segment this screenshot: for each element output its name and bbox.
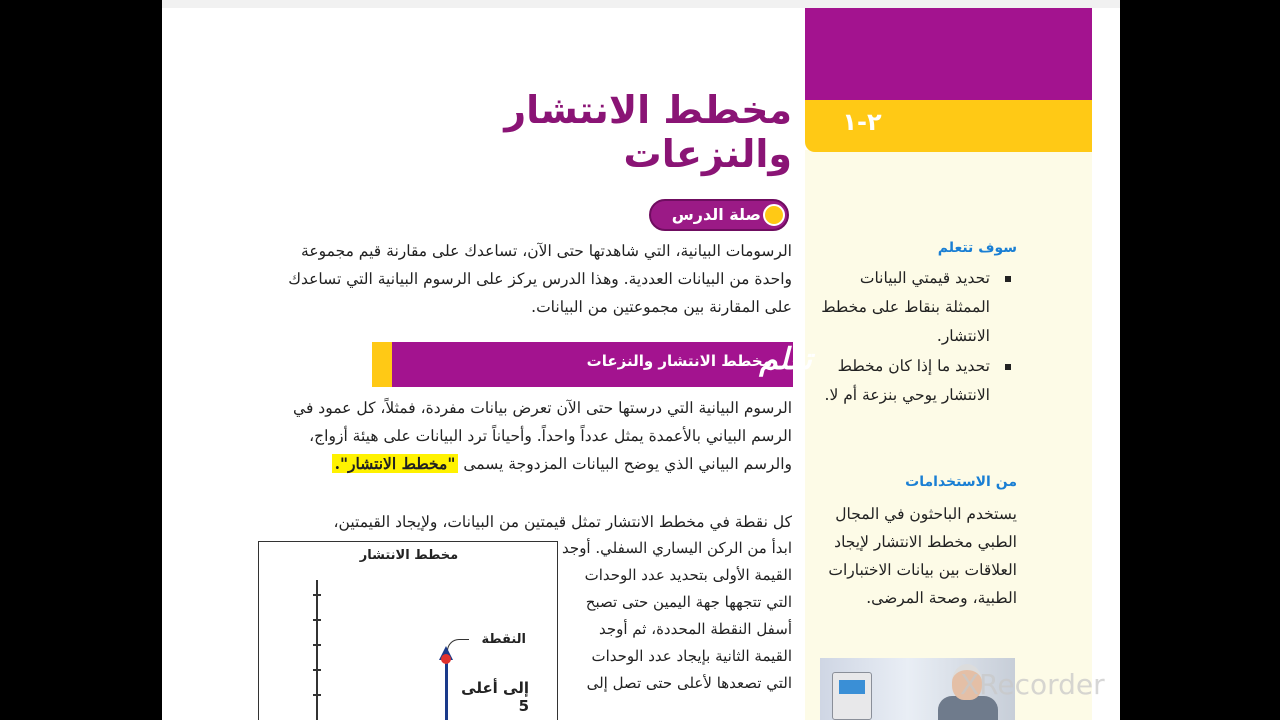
- axis-tick: [313, 644, 321, 646]
- axis-tick: [313, 669, 321, 671]
- goal-item: تحديد قيمتي البيانات الممثلة بنقاط على مخطط الانتشار.: [821, 269, 990, 345]
- learn-paragraph-1-text: الرسوم البيانية التي درستها حتى الآن تعرض بيانات مفردة، فمثلاً، كل عمود في الرسم البياني بالأعمدة يمثل عدداً واحداً. وأحياناً ترد البيانات على هيئة أزواج، والرسم البياني الذي يوضح البيانات المزدوجة يسمى: [293, 399, 792, 473]
- sidebar-panel: [805, 150, 1092, 720]
- axis-tick: [313, 594, 321, 596]
- goals-heading: سوف تتعلم: [937, 240, 1017, 256]
- page-title: مخطط الانتشار والنزعات: [504, 88, 792, 176]
- up-arrow-shaft: [445, 660, 448, 720]
- highlighted-term: "مخطط الانتشار".: [332, 454, 459, 473]
- learn-paragraph-2-rest: ابدأ من الركن اليساري السفلي. أوجد القيمة الأولى بتحديد عدد الوحدات التي تتجهها جهة اليمين حتى تصبح أسفل النقطة المحددة، ثم أوجد القيمة الثانية بإيجاد عدد الوحدات التي تصعدها لأعلى حتى تصل إلى: [562, 539, 792, 692]
- learn-paragraph-1: [262, 394, 792, 478]
- lesson-number: ٢-١: [842, 108, 882, 136]
- goal-item: تحديد ما إذا كان مخطط الانتشار يوحي بنزعة أم لا.: [824, 357, 990, 404]
- lesson-link-icon: [763, 204, 785, 226]
- point-label: النقطة: [481, 632, 526, 647]
- top-strip: [162, 0, 1120, 8]
- axis-tick: [313, 694, 321, 696]
- learn-banner-accent: [372, 342, 392, 387]
- header-purple-band: [805, 8, 1092, 100]
- learn-word: تعلم: [759, 342, 812, 377]
- bullet-icon: [1005, 364, 1011, 370]
- learn-banner: [372, 342, 812, 387]
- learn-paragraph-2-line: كل نقطة في مخطط الانتشار تمثل قيمتين من البيانات، ولإيجاد القيمتين،: [333, 513, 792, 531]
- lesson-link-badge: [649, 199, 789, 231]
- figure-title: مخطط الانتشار: [359, 548, 459, 563]
- recorder-watermark: XRecorder: [960, 668, 1105, 701]
- learn-topic: مخطط الانتشار والنزعات: [586, 352, 772, 370]
- data-point: [441, 654, 451, 664]
- up-label: إلى أعلى 5: [461, 679, 529, 715]
- bullet-icon: [1005, 276, 1011, 282]
- axis-tick: [313, 619, 321, 621]
- figure-y-axis: [316, 580, 318, 720]
- uses-text: يستخدم الباحثون في المجال الطبي مخطط الانتشار لإيجاد العلاقات بين بيانات الاختبارات الطبية، وصحة المرضى.: [828, 505, 1017, 607]
- scatter-figure: [258, 541, 558, 720]
- uses-heading: من الاستخدامات: [905, 474, 1017, 490]
- textbook-page: [162, 0, 1120, 720]
- lesson-link-text: الرسومات البيانية، التي شاهدتها حتى الآن، تساعدك على مقارنة قيم مجموعة واحدة من البيانات العددية. وهذا الدرس يركز على الرسوم البيانية التي تساعدك على المقارنة بين مجموعتين من البيانات.: [288, 242, 792, 316]
- lesson-link-label: صلة الدرس: [671, 205, 761, 224]
- device-screen: [839, 680, 865, 694]
